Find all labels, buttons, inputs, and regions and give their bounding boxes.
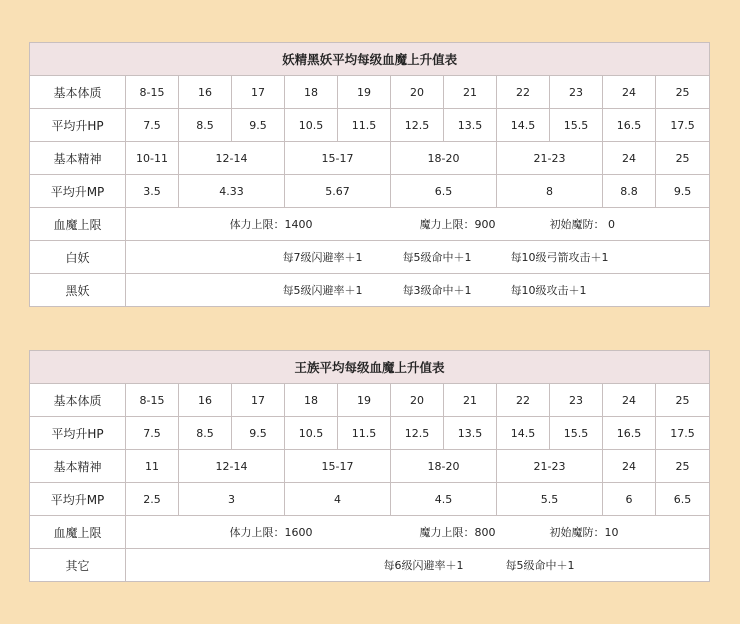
table-title: 王族平均每级血魔上升值表 <box>30 351 710 384</box>
hp-cell: 13.5 <box>444 417 497 450</box>
mp-cell: 8 <box>497 175 603 208</box>
note-item: 每10级弓箭攻击＋1 <box>510 251 609 264</box>
row-label: 血魔上限 <box>30 208 126 241</box>
hp-cell: 12.5 <box>391 417 444 450</box>
mp-limit: 魔力上限：900 <box>419 218 496 231</box>
wis-row <box>30 450 710 483</box>
con-cell: 16 <box>179 76 232 109</box>
wis-cell: 24 <box>603 142 656 175</box>
row-label: 其它 <box>30 549 126 582</box>
con-cell: 24 <box>603 384 656 417</box>
wis-cell: 15-17 <box>285 142 391 175</box>
mp-cell: 8.8 <box>603 175 656 208</box>
con-cell: 24 <box>603 76 656 109</box>
royal-stats-table <box>29 350 710 582</box>
row-label: 平均升HP <box>30 109 126 142</box>
mp-row <box>30 483 710 516</box>
row-label: 平均升MP <box>30 175 126 208</box>
wis-cell: 15-17 <box>285 450 391 483</box>
hp-cell: 8.5 <box>179 109 232 142</box>
con-cell: 17 <box>232 384 285 417</box>
con-cell: 22 <box>497 384 550 417</box>
limit-row <box>30 208 710 241</box>
con-cell: 18 <box>285 384 338 417</box>
hp-cell: 12.5 <box>391 109 444 142</box>
hp-row <box>30 109 710 142</box>
mp-limit: 魔力上限：800 <box>419 526 496 539</box>
note-item: 每3级命中＋1 <box>402 284 472 297</box>
row-label: 血魔上限 <box>30 516 126 549</box>
mp-cell: 2.5 <box>126 483 179 516</box>
con-cell: 23 <box>550 384 603 417</box>
hp-row <box>30 417 710 450</box>
limit-values <box>126 516 710 549</box>
hp-cell: 11.5 <box>338 109 391 142</box>
row-label: 平均升MP <box>30 483 126 516</box>
row-label: 基本体质 <box>30 384 126 417</box>
wis-row <box>30 142 710 175</box>
note-row <box>30 549 710 582</box>
note-values <box>126 274 710 307</box>
wis-cell: 24 <box>603 450 656 483</box>
hp-cell: 14.5 <box>497 417 550 450</box>
hp-cell: 17.5 <box>656 417 710 450</box>
mp-cell: 6 <box>603 483 656 516</box>
wis-cell: 10-11 <box>126 142 179 175</box>
wis-cell: 25 <box>656 450 710 483</box>
con-row <box>30 76 710 109</box>
hp-cell: 17.5 <box>656 109 710 142</box>
con-row <box>30 384 710 417</box>
note-item: 每10级攻击＋1 <box>510 284 587 297</box>
row-label: 平均升HP <box>30 417 126 450</box>
mp-cell: 3.5 <box>126 175 179 208</box>
wis-cell: 12-14 <box>179 142 285 175</box>
note-values <box>126 549 710 582</box>
hp-cell: 16.5 <box>603 417 656 450</box>
hp-cell: 9.5 <box>232 109 285 142</box>
wis-cell: 12-14 <box>179 450 285 483</box>
hp-cell: 15.5 <box>550 109 603 142</box>
con-cell: 8-15 <box>126 384 179 417</box>
wis-cell: 21-23 <box>497 450 603 483</box>
con-cell: 8-15 <box>126 76 179 109</box>
con-cell: 25 <box>656 76 710 109</box>
note-item: 每5级闪避率＋1 <box>282 284 363 297</box>
con-cell: 23 <box>550 76 603 109</box>
note-item: 每7级闪避率＋1 <box>282 251 363 264</box>
note-row <box>30 241 710 274</box>
hp-cell: 10.5 <box>285 417 338 450</box>
note-item: 每6级闪避率＋1 <box>383 559 464 572</box>
con-cell: 19 <box>338 384 391 417</box>
hp-cell: 7.5 <box>126 417 179 450</box>
hp-cell: 11.5 <box>338 417 391 450</box>
row-label: 基本精神 <box>30 450 126 483</box>
hp-cell: 14.5 <box>497 109 550 142</box>
con-cell: 17 <box>232 76 285 109</box>
elf-stats-table <box>29 42 710 307</box>
mp-cell: 4.5 <box>391 483 497 516</box>
hp-limit: 体力上限：1400 <box>229 218 313 231</box>
mp-row <box>30 175 710 208</box>
row-label: 白妖 <box>30 241 126 274</box>
wis-cell: 21-23 <box>497 142 603 175</box>
mp-cell: 6.5 <box>656 483 710 516</box>
con-cell: 18 <box>285 76 338 109</box>
initial-mr: 初始魔防：10 <box>549 526 619 539</box>
con-cell: 22 <box>497 76 550 109</box>
note-item: 每5级命中＋1 <box>505 559 575 572</box>
con-cell: 20 <box>391 76 444 109</box>
hp-cell: 13.5 <box>444 109 497 142</box>
limit-row <box>30 516 710 549</box>
hp-limit: 体力上限：1600 <box>229 526 313 539</box>
wis-cell: 25 <box>656 142 710 175</box>
con-cell: 20 <box>391 384 444 417</box>
mp-cell: 3 <box>179 483 285 516</box>
con-cell: 19 <box>338 76 391 109</box>
wis-cell: 18-20 <box>391 450 497 483</box>
con-cell: 21 <box>444 384 497 417</box>
row-label: 基本体质 <box>30 76 126 109</box>
mp-cell: 6.5 <box>391 175 497 208</box>
note-item: 每5级命中＋1 <box>402 251 472 264</box>
note-row <box>30 274 710 307</box>
con-cell: 16 <box>179 384 232 417</box>
hp-cell: 8.5 <box>179 417 232 450</box>
hp-cell: 9.5 <box>232 417 285 450</box>
wis-cell: 18-20 <box>391 142 497 175</box>
row-label: 基本精神 <box>30 142 126 175</box>
table-title: 妖精黑妖平均每级血魔上升值表 <box>30 43 710 76</box>
mp-cell: 5.5 <box>497 483 603 516</box>
hp-cell: 10.5 <box>285 109 338 142</box>
initial-mr: 初始魔防： 0 <box>549 218 616 231</box>
mp-cell: 4 <box>285 483 391 516</box>
mp-cell: 4.33 <box>179 175 285 208</box>
con-cell: 21 <box>444 76 497 109</box>
hp-cell: 16.5 <box>603 109 656 142</box>
limit-values <box>126 208 710 241</box>
row-label: 黑妖 <box>30 274 126 307</box>
note-values <box>126 241 710 274</box>
mp-cell: 5.67 <box>285 175 391 208</box>
hp-cell: 15.5 <box>550 417 603 450</box>
wis-cell: 11 <box>126 450 179 483</box>
mp-cell: 9.5 <box>656 175 710 208</box>
con-cell: 25 <box>656 384 710 417</box>
hp-cell: 7.5 <box>126 109 179 142</box>
